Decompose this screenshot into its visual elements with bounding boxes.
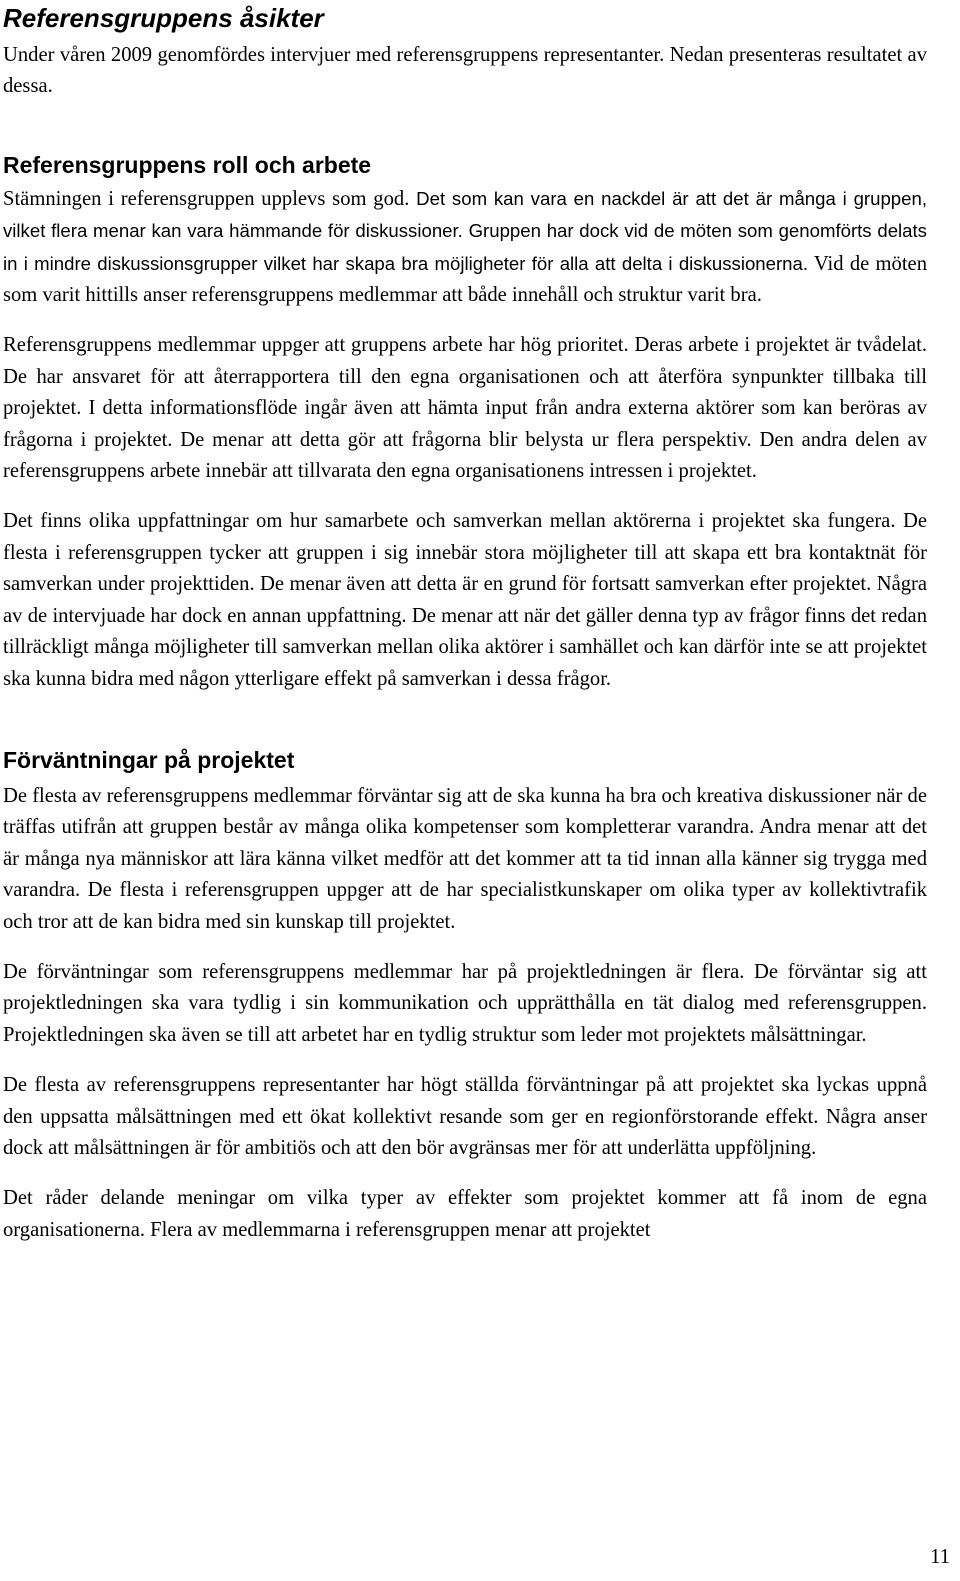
paragraph-roll-1-a: Stämningen i referensgruppen upplevs som god. [3,187,410,210]
intro-paragraph: Under våren 2009 genomfördes intervjuer med referensgruppens representanter. Nedan presenteras resultatet av dessa. [3,44,927,98]
section-heading-forvantningar: Förväntningar på projektet [3,746,295,773]
paragraph-roll-1-b: Det som kan vara en nackdel är att det är många i gruppen, vilket flera menar kan vara hämmande för diskussioner. [3,187,927,242]
paragraph-roll-3: Det finns olika uppfattningar om hur samarbete och samverkan mellan aktörerna i projektet ska fungera. De flesta i referensgruppen tycker att gruppen i sig innebär stora möjligheter till att skapa ett bra kontaktnät för samverkan under projekttiden. De menar även att detta är en grund för fortsatt samverkan efter projektet. Några av de intervjuade har dock en annan uppfattning. De menar att när det gäller denna typ av frågor finns det redan tillräckligt många möjligheter till samverkan mellan olika aktörer i samhället och kan därför inte se att projektet ska kunna bidra med någon ytterligare effekt på samverkan i dessa frågor. [3,510,927,690]
page-number: 11 [930,1546,950,1568]
section-heading-referensgruppens-asikter: Referensgruppens åsikter [3,3,324,33]
paragraph-roll-1-c: Gruppen har dock vid de möten som genomförts delats in i mindre diskussionsgrupper vilket har skapa bra möjligheter för alla att delta i diskussionerna. [3,220,927,274]
paragraph-roll-1 [3,183,927,312]
paragraph-forv-3: De flesta av referensgruppens representanter har högt ställda förväntningar på att projektet ska lyckas uppnå den uppsatta målsättningen med ett ökat kollektivt resande som ger en regionförstorande effekt. Några anser dock att målsättningen är för ambitiös och att den bör avgränsas mer för att underlätta uppföljning. [3,1074,927,1159]
paragraph-roll-1-d: Vid de möten som varit hittills anser referensgruppens medlemmar att både innehåll och struktur varit bra. [3,252,927,307]
paragraph-forv-2: De förväntningar som referensgruppens medlemmar har på projektledningen är flera. De förväntar sig att projektledningen ska vara tydlig i sin kommunikation och upprätthålla en tät dialog med referensgruppen. Projektledningen ska även se till att arbetet har en tydlig struktur som leder mot projektets målsättningar. [3,960,927,1046]
page-content [3,2,927,1246]
paragraph-forv-1: De flesta av referensgruppens medlemmar förväntar sig att de ska kunna ha bra och kreativa diskussioner när de träffas utifrån att gruppen består av många olika kompetenser som kompletterar varandra. Andra menar att det är många nya människor att lära känna vilket medför att det kommer att ta tid innan alla känner sig trygga med varandra. De flesta i referensgruppen uppger att de har specialistkunskaper om olika typer av kollektivtrafik och tror att de kan bidra med sin kunskap till projektet. [3,784,927,933]
paragraph-roll-2: Referensgruppens medlemmar uppger att gruppens arbete har hög prioritet. Deras arbete i projektet är tvådelat. De har ansvaret för att återrapportera till den egna organisationen och att återföra synpunkter tillbaka till projektet. I detta informationsflöde ingår även att hämta input från andra externa aktörer som kan beröras av frågorna i projektet. De menar att detta gör att frågorna blir belysta ur flera perspektiv. Den andra delen av referensgruppens arbete innebär att tillvarata den egna organisationens intressen i projektet. [3,334,927,483]
subheading-roll-och-arbete: Referensgruppens roll och arbete [3,151,372,178]
paragraph-forv-4: Det råder delande meningar om vilka typer av effekter som projektet kommer att få inom de egna organisationerna. Flera av medlemmarna i referensgruppen menar att projektet [3,1187,927,1241]
